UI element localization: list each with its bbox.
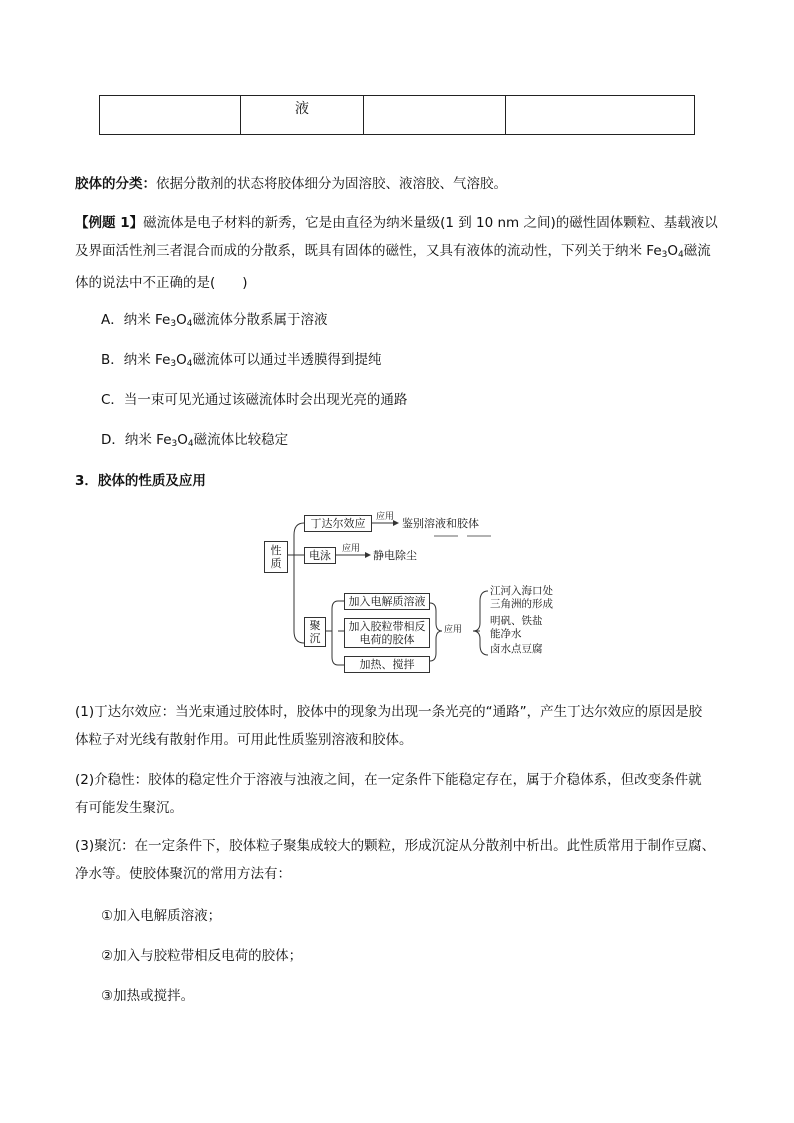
table-cell	[364, 96, 506, 135]
table-cell	[100, 96, 241, 135]
method-opposite-charge: 加入胶粒带相反 电荷的胶体	[344, 618, 430, 648]
example-question	[75, 209, 735, 297]
method-heating: 加热、搅拌	[344, 656, 430, 673]
paragraph-tyndall: (1)丁达尔效应：当光束通过胶体时，胶体中的现象为出现一条光亮的“通路”，产生丁达尔效应的原因是胶 体粒子对光线有散射作用。可用此性质鉴别溶液和胶体。	[75, 704, 703, 748]
option-b: B．纳米 $Fe_3O_4$磁流体可以通过半透膜得到提纯	[101, 352, 382, 369]
label-apply-tyndall: 应用	[376, 512, 395, 522]
paragraph-coagulation: (3)聚沉：在一定条件下，胶体粒子聚集成较大的颗粒，形成沉淀从分散剂中析出。此性质常用于制作豆腐、 净水等。使胶体聚沉的常用方法有：	[75, 838, 716, 882]
node-electrophoresis: 电泳	[304, 547, 336, 564]
label-apply-coag: 应用	[444, 625, 463, 635]
table-cell	[506, 96, 695, 135]
paragraph-metastability: (2)介稳性：胶体的稳定性介于溶液与浊液之间，在一定条件下能稳定存在，属于介稳体系，但改变条件就 有可能发生聚沉。	[75, 772, 702, 816]
method-3: ③加热或搅拌。	[101, 988, 195, 1004]
result-tofu: 卤水点豆腐	[490, 643, 543, 655]
table-cell: 液	[241, 96, 364, 135]
method-1: ①加入电解质溶液；	[101, 908, 222, 924]
option-c: C．当一束可见光通过该磁流体时会出现光亮的通路	[101, 392, 408, 408]
example-line-3: 体的说法中不正确的是( )	[75, 275, 248, 291]
classification-label: 胶体的分类：	[75, 176, 156, 192]
result-water-purify: 明矾、铁盐 能净水	[490, 615, 543, 640]
node-coagulation: 聚 沉	[304, 617, 326, 647]
label-apply-electro: 应用	[342, 544, 361, 554]
example-line-1: 磁流体是电子材料的新秀，它是由直径为纳米量级(1 到 10 nm 之间)的磁性固体颗粒、基载液以	[143, 215, 718, 231]
property-table-fragment	[99, 95, 695, 135]
classification-text: 依据分散剂的状态将胶体细分为固溶胶、液溶胶、气溶胶。	[156, 176, 507, 192]
colloid-classification	[75, 170, 735, 198]
section-title: 3．胶体的性质及应用	[75, 473, 206, 489]
result-electro: 静电除尘	[373, 549, 417, 562]
result-delta: 江河入海口处 三角洲的形成	[490, 585, 553, 610]
node-properties: 性 质	[264, 541, 288, 573]
colloid-properties-diagram	[258, 505, 588, 680]
method-2: ②加入与胶粒带相反电荷的胶体；	[101, 948, 303, 964]
option-a: A．纳米 $Fe_3O_4$磁流体分散系属于溶液	[101, 312, 328, 329]
option-d: D．纳米 $Fe_3O_4$磁流体比较稳定	[101, 432, 289, 449]
example-tag: 【例题 1】	[75, 215, 144, 231]
method-electrolyte: 加入电解质溶液	[344, 593, 430, 610]
example-line-2: 及界面活性剂三者混合而成的分散系，既具有固体的磁性，又具有液体的流动性，下列关于纳米 $Fe_3O_4$磁流	[75, 243, 711, 260]
node-tyndall: 丁达尔效应	[304, 515, 372, 532]
result-tyndall: 鉴别溶液和胶体	[402, 517, 479, 530]
